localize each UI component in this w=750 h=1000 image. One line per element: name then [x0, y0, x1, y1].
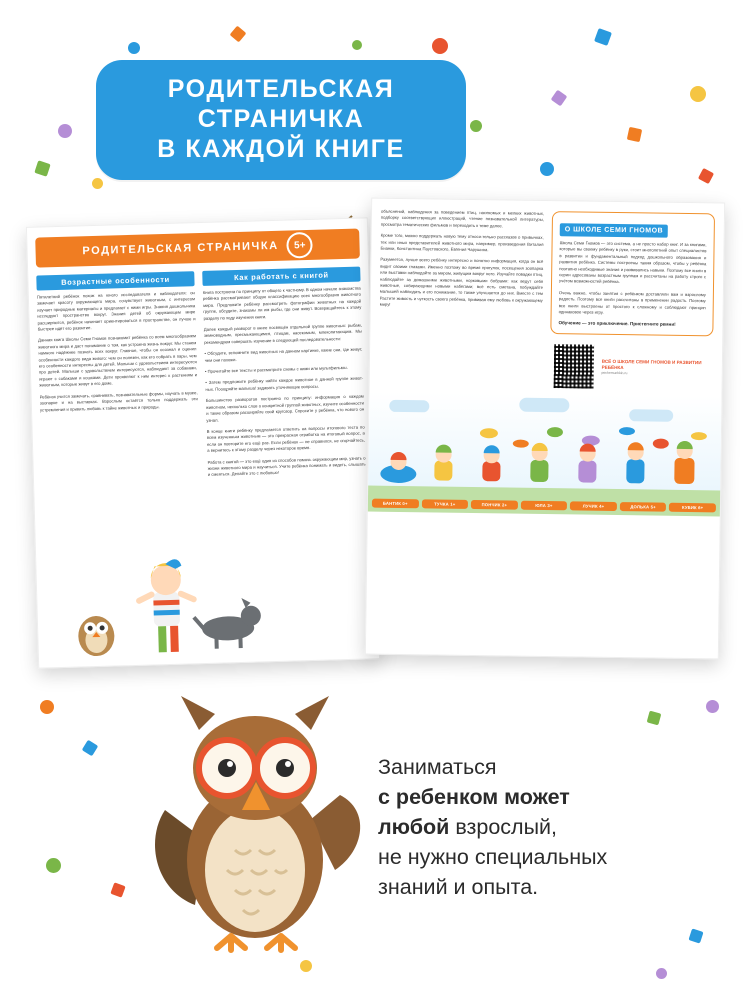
paragraph: Книга построена по принципу от общего к частному. В одном начале знакомства ребёнка рассматривают общую классификацию всех многообразия животного мира. Предложите ребёнку рассмотреть фотографии животных на каждой группе, обсудите, знакомы ли им рыбы, где они живут. Возвращайтесь к этому разделу по ходу изучения книги.	[202, 285, 362, 321]
chip-dolka: ДОЛЬКА 5+	[620, 502, 667, 512]
about-school-box	[550, 211, 715, 336]
right-page-columns	[370, 199, 725, 393]
paragraph: Кроме того, можно поддержать новую тему относи-тельно рассказов о привычках, тех или иных представителей животного мира, например, произведения Виталия Бианки, Константина Паустовского, Евгения Чарушина.	[380, 232, 544, 253]
paragraph: • Затем предложите ребёнку найти каждое животное в данной группе живот-ных. Поощряйте малыша! задавать уточняющие вопросы.	[205, 375, 364, 392]
tagline-line-5: знаний и опыта.	[378, 875, 539, 899]
right-page-right-column	[550, 211, 715, 392]
chip-yula: ЮЛА 3+	[521, 501, 568, 511]
section-heading: О ШКОЛЕ СЕМИ ГНОМОВ	[560, 223, 668, 238]
cloud-icon	[519, 398, 569, 413]
confetti-square	[82, 740, 99, 757]
paragraph: • Обсудите, вспомните вид животных на данном картинке, какие они, где живут, чем они похожи.	[204, 346, 363, 363]
confetti-dot	[470, 120, 482, 132]
call-to-action-text: Обучение — это приключение. Пристегните ремни!	[558, 320, 676, 328]
banner-line-2: СТРАНИЧКА	[197, 105, 365, 133]
seven-gnomes-characters	[372, 430, 717, 491]
confetti-square	[230, 26, 247, 43]
paragraph: объяснений, наблюдения за поведением птиц, насекомых и мелких животных, подборку соответствующих иллюстраций, чтение познавательной литературы, просмотра тематических фильмов и переходить к теме далее.	[380, 208, 545, 229]
chip-luchik: ЛУЧИК 4+	[570, 501, 617, 511]
headline-banner	[96, 60, 466, 180]
column-age-features	[36, 271, 200, 488]
paragraph: Работа с книгой — это ещё один из способов помочь окружающим мир, узнать о жизни животного мира и научиться. Учите ребёнка понимать и видеть, слышать и смеяться. Делайте это с любовью!	[207, 455, 366, 478]
right-page-left-column	[379, 209, 544, 390]
confetti-square	[110, 882, 125, 897]
girl-with-animals-illustration	[66, 535, 269, 661]
paragraph: Школа Семи Гномов — это система, а не просто набор книг. И за книгами, которые вы своему ребёнку в руки, стоит многолетний опыт специалистов в развитии и фундаментальный подход дошкольного образования и развития ребёнка. Системы построены таким образом, чтобы у ребёнка поэтапно необходимые знания и развивались навыки. Поэтому все книги в серии адресованы возрастным группам и рассчитаны на работу строго с учётом возможностей ребёнка.	[559, 240, 707, 285]
tagline-line-1: Заниматься	[378, 755, 497, 779]
tagline-line-2: с ребенком может	[378, 785, 570, 809]
age-badge: 5+	[286, 232, 313, 259]
left-page	[26, 217, 380, 668]
paragraph: Далее каждый разворот в книге посвящён отдельной группе животных: рыбам, земноводным, пресмыкающимся, птицам, насекомым, млекопитающим. Мы рекомендуем совершать изучение в следующей последовательности:	[203, 322, 363, 345]
confetti-dot	[706, 700, 719, 713]
banner-line-1: РОДИТЕЛЬСКАЯ	[167, 75, 395, 103]
confetti-dot	[46, 858, 61, 873]
paragraph: Данная книга Школы Семи Гномов познакомит ребёнка со всем многообразием животного мира и даст понимание о том, как устроена жизнь вокруг. Мы станем намного надёжнее познать всех вокруг. Главное, чтобы он осознал и оценил особенности каждого вида живого: чем он полезен, как его собрать в пары, чем его особенности интересны для детей. Малыши с удовольствием интересуются про детей. Малыши с удовольствием интересуются, наблюдают за собаками, играют с собаками и кошками. Дети проявляют к ним интерес к растениям и животным, которые живут в его доме.	[38, 333, 198, 388]
qr-code-icon[interactable]	[552, 342, 596, 391]
paragraph: Ребёнок учится замечать, сравнивать, познавательные формы, изучать в музее, зоопарке и на выставках. Взрослым остаётся только поддержать эти устремления и привить любовь к тайне животных и природы.	[39, 389, 198, 413]
paragraph: Большинство разворотов построено по принципу: информация о каждом животном, несколько слов о конкретной группой животных, изучите особенности и такие образом расширяйте свой кругозор. Спросите у ребёнка, что нового он узнал.	[205, 393, 365, 423]
paragraph: Разумеется, лучше всего ребёнку интересно и понятно информация, когда он всё видит своими глазами. Именно поэтому во время прогулок, посещения зоопарка или выставки наблюдайте за миром, живущим вокруг него. Изучайте повадки птиц, наблюдайте за домашними животными, норковыми бобрами: как ведут себя животные, собирающими новыми набегами; всё есть сметана, побуждайте малышей наблюдать и его понимание, то также улучшается до них. Вместе с тем Растите живость и чуткость своего ребёнка, прививая ему любовь к окружающему миру!	[379, 257, 544, 308]
confetti-square	[551, 90, 568, 107]
left-page-header	[35, 229, 360, 268]
cloud-icon	[389, 400, 429, 413]
confetti-square	[688, 928, 703, 943]
banner-line-3: В КАЖДОЙ КНИГЕ	[157, 135, 405, 163]
book-spread	[10, 170, 740, 690]
confetti-dot	[690, 86, 706, 102]
confetti-dot	[300, 960, 312, 972]
paragraph: Пятилетний ребёнок похож на юного исследователя и наблюдателя: он замечает красоту окружающего мира, сочувствует животным, с интересом изучает природные материалы и предлагает с ними игры. Знания дошкольника исследуют пространство вокруг. Знания детей об окружающем мире расширяются, ребёнок начинает ориентироваться в пространстве, он лучше и быстрее идёт его развитие.	[36, 290, 196, 332]
qr-caption: pochemuchkin.ru	[601, 370, 628, 376]
left-page-title: РОДИТЕЛЬСКАЯ СТРАНИЧКА	[82, 239, 279, 258]
confetti-dot	[128, 42, 140, 54]
chip-tuchka: ТУЧКА 1+	[421, 499, 468, 509]
chip-kubik: КУБИК 6+	[669, 503, 716, 513]
section-heading: Как работать с книгой	[202, 267, 360, 286]
tagline-line-4: не нужно специальных	[378, 845, 608, 869]
section-heading: Возрастные особенности	[36, 271, 194, 290]
confetti-square	[594, 28, 612, 46]
qr-title: ВСЁ О ШКОЛЕ СЕМИ ГНОМОВ И РАЗВИТИИ РЕБЁНКА	[601, 358, 702, 371]
confetti-dot	[40, 700, 54, 714]
tagline-line-3-bold: любой	[378, 815, 450, 839]
right-page	[365, 198, 725, 660]
paragraph: В конце книги ребёнку предлагается ответить на вопросы итогового теста по всем изученным животным — это прекрасная отработка на итоговый вопрос, а если он повторите его ещё раз. Если ребёнок — не справился, не огорчайтесь, а вернитесь к этому разделу через некоторое время.	[206, 424, 366, 454]
left-page-columns	[36, 267, 366, 489]
column-how-to-use	[202, 267, 366, 484]
confetti-dot	[352, 40, 362, 50]
tagline-line-3-rest: взрослый,	[449, 815, 558, 839]
confetti-dot	[656, 968, 667, 979]
confetti-dot	[58, 124, 72, 138]
confetti-dot	[432, 38, 448, 54]
confetti-square	[627, 127, 642, 142]
chip-bantik: БАНТИК 0+	[372, 499, 419, 509]
bottom-tagline	[378, 752, 723, 902]
qr-block[interactable]	[552, 342, 714, 392]
confetti-square	[647, 711, 662, 726]
chip-ponchik: ПОНЧИК 2+	[471, 500, 518, 510]
paragraph: • Прочитайте все тексты и рассмотрите схемы с ними или мультфильмы.	[204, 364, 348, 374]
owl-mascot-illustration	[135, 690, 375, 960]
characters-strip	[368, 392, 722, 517]
paragraph: Очень важно, чтобы занятия с ребёнком доставляли вам и взрослому радость. Поэтому все книги рассчитаны в применении радость. Поэтому все книги выстроены от простого к сложному и соблюдают принцип одинаковое через игру.	[558, 290, 706, 315]
